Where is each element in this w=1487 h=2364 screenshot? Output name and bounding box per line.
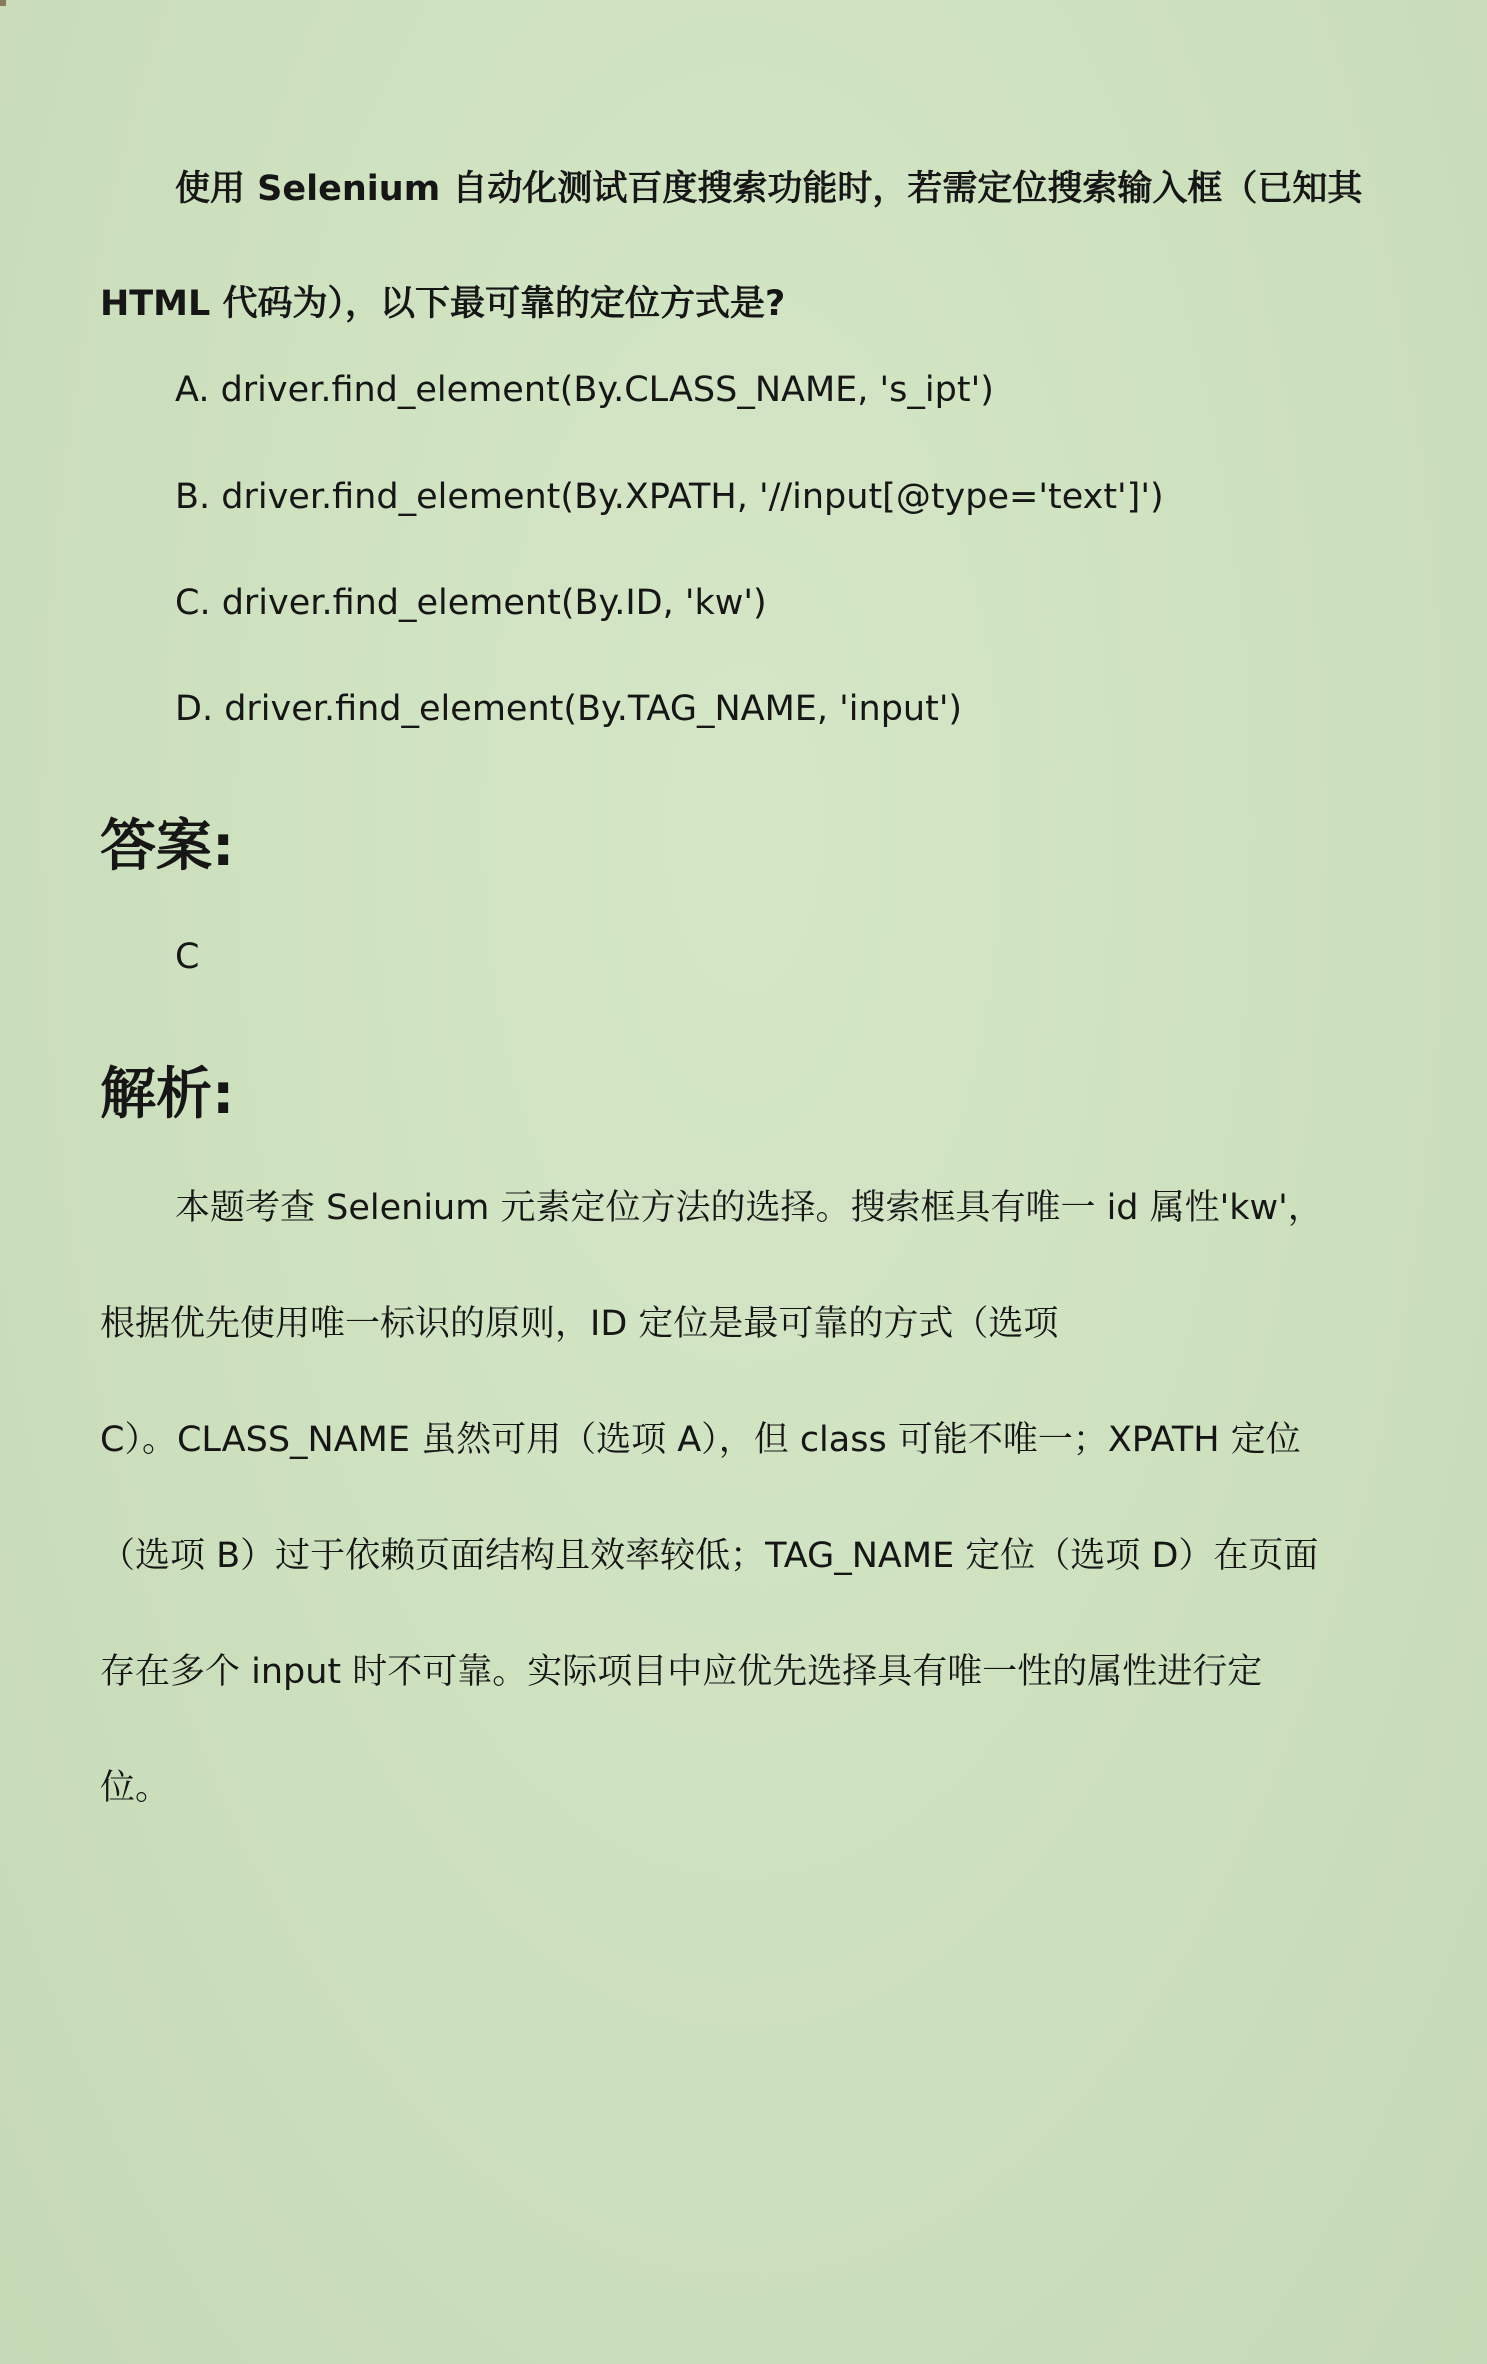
corner-mark: [0, 0, 6, 6]
analysis-line: C）。CLASS_NAME 虽然可用（选项 A），但 class 可能不唯一；XPATH 定位: [100, 1420, 1301, 1460]
analysis-line: 根据优先使用唯一标识的原则，ID 定位是最可靠的方式（选项: [100, 1304, 1059, 1344]
option-d: D. driver.find_element(By.TAG_NAME, 'input'): [175, 689, 963, 729]
option-b: B. driver.find_element(By.XPATH, '//input[@type='text']'): [175, 477, 1164, 517]
analysis-heading: 解析:: [100, 1062, 235, 1127]
analysis-line: 存在多个 input 时不可靠。实际项目中应优先选择具有唯一性的属性进行定: [100, 1652, 1263, 1692]
analysis-body: [100, 1150, 1390, 1846]
analysis-line: 位。: [100, 1768, 171, 1808]
analysis-line: （选项 B）过于依赖页面结构且效率较低；TAG_NAME 定位（选项 D）在页面: [100, 1536, 1319, 1576]
question-text: 使用 Selenium 自动化测试百度搜索功能时，若需定位搜索输入框（已知其 HTML 代码为），以下最可靠的定位方式是?: [100, 169, 1363, 324]
option-c: C. driver.find_element(By.ID, 'kw'): [175, 583, 767, 623]
analysis-line: 本题考查 Selenium 元素定位方法的选择。搜索框具有唯一 id 属性'kw'，: [175, 1188, 1323, 1228]
answer-value: C: [175, 937, 200, 977]
answer-heading: 答案:: [100, 814, 235, 879]
option-a: A. driver.find_element(By.CLASS_NAME, 's_ipt'): [175, 370, 994, 410]
